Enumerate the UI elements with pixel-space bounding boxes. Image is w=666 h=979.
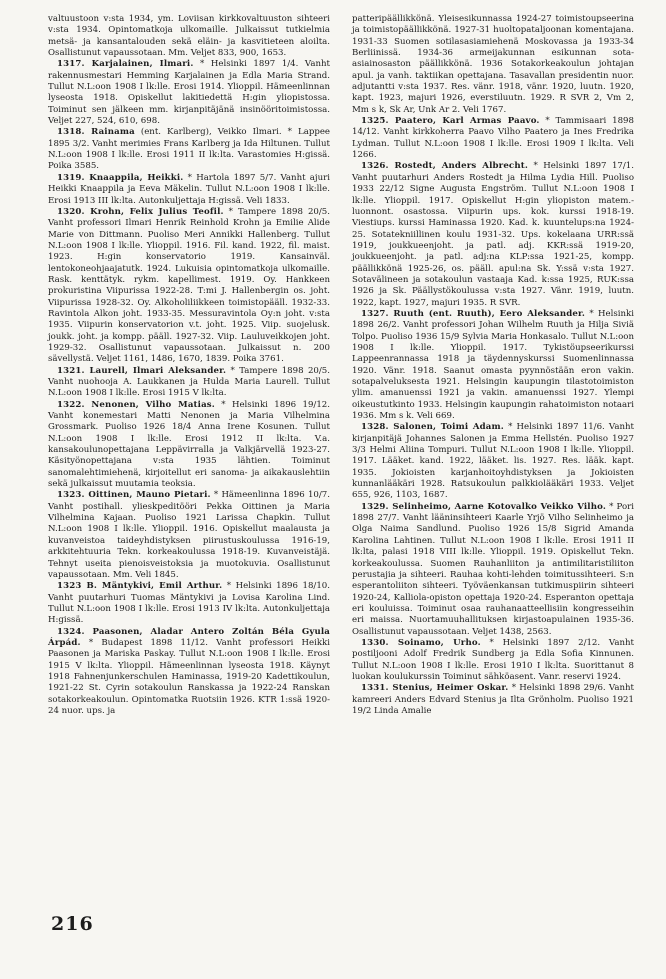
entry-heading: 1331. Stenius, Heimer Oskar. — [361, 683, 509, 694]
entry-heading: 1330. Soinamo, Urho. — [361, 637, 481, 648]
entry-text: * Budapest 1898 11/12. Vanht professori Heikki Paasonen ja Mariska Paskay. Tullut N.L:oon 1908 I lk:lle. Erosi 1915 V lk:lta. Ylioppil. Hämeenlinnan lyseosta 1918. Käynyt 1918 Fahnenjunkerschulen Haminassa, 1919-20 Kadettikoulun, 1921-22 St. Cyrin sotakoulun Ranskassa ja 1922-24 Ranskan sotakorkeakoulun. Opintomatka Ruotsiin 1926. KTR 1:ssä 1920-24 nuor. ups. ja — [48, 637, 330, 716]
entry-heading: 1326. Rostedt, Anders Albrecht. — [361, 161, 528, 172]
continued-paragraph — [48, 14, 330, 59]
biography-entry — [352, 638, 634, 683]
entry-text: * Pori 1898 27/7. Vanht lääninsihteeri Kaarle Yrjö Vilho Selinheimo ja Olga Naima Sandlund. Puoliso 1926 15/8 Sigrid Amanda Karolina Lahtinen. Tullut N.L:oon 1908 I lk:lle. Erosi 1911 II lk:lta, palasi 1918 VIII lk:lle. Ylioppil. 1919. Opiskellut Tekn. korkeakoulussa. Suomen Rauhanliiton ja antimilitaristiliiton perustajia ja sihteeri. Rauhaa kohti-lehden toimitussihteeri. S:n esperantoliiton sihteeri. Työväenkansan tutkimuspiirin sihteeri 1920-24, Kalliola-opiston opettaja 1920-24. Esperanton opettaja eri kouluissa. Toiminut osaa rauhanaatteellisiin kongresseihin eri maissa. Nuortamuuhallituksen kirjastoapulainen 1935-36. Osallistunut vapaussotaan. Veljet 1438, 2563. — [352, 501, 634, 637]
entry-text: * Helsinki 1896 18/10. Vanht puutarhuri Tuomas Mäntykivi ja Lovisa Karolina Lind. Tullut N.L:oon 1908 I lk:lle. Erosi 1913 IV lk:lta. Autonkuljettaja H:gissä. — [48, 581, 330, 626]
biography-entry — [48, 173, 330, 207]
page-number: 216 — [51, 913, 94, 935]
entry-text: patteripäällikkönä. Yleisesikunnassa 1924-27 toimistoupseerina ja toimistopäällikkönä. 1927-31 huoltopataljoonan komentajana. 1931-33 Suomen sotilasasiamiehenä Moskovassa ja 1933-34 Berliinissä. 1934-36 armeijakunnan esikunnan sota-asiainosaston päällikkönä. 1936 Sotakorkeakoulun johtajan apul. ja vanh. taktiikan opettajana. Tasavallan presidentin nuor. adjutantti v:sta 1937. Res. vänr. 1918, vänr. 1920, luutn. 1920, kapt. 1923, majuri 1926, everstiluutn. 1929. R SVR 2, Vm 2, Mm s k, Sk Ar, Unk Ar 2. Veli 1767. — [352, 14, 634, 115]
entry-heading: 1325. Paatero, Karl Armas Paavo. — [361, 116, 540, 127]
entry-text: * Helsinki 1897 17/1. Vanht puutarhuri Anders Rostedt ja Hilma Lydia Hill. Puoliso 1933 22/12 Signe Augusta Engström. Tullut N.L:oon 1908 I lk:lle. Ylioppil. 1917. Opiskellut H:gin yliopiston matem.-luonnont. osastossa. Viipurin ups. kok. kurssi 1918-19. Viestiups. kurssi Haminassa 1920. Kad. k. kuuntelups:na 1924-25. Sotatekniillinen koulu 1931-32. Ups. kokelaana URR:ssä 1919, joukkueenjoht. ja patl. adj. KKR:ssä 1919-20, joukkueenjoht. ja patl. adj:na KLP:ssa 1921-25, kompp. päällikkönä 1925-26, os. pääll. apul:na Sk. Y:ssä v:sta 1927. Sotavälineen ja sotakoulun vastaaja Kad. k:ssa 1925, RUK:ssa 1926 ja Sk. Päällystökoulussa v:sta 1927. Vänr. 1919, luutn. 1922, kapt. 1927, majuri 1935. R SVR. — [352, 161, 634, 308]
entry-text: * Tampere 1898 20/5. Vanht nuohooja A. Laukkanen ja Hulda Maria Laurell. Tullut N.L:oon 1908 I lk:lle. Erosi 1915 V lk:lta. — [48, 365, 330, 399]
biography-entry — [352, 502, 634, 638]
entry-heading: 1320. Krohn, Felix Julius Teofil. — [57, 206, 224, 217]
entry-text: * Tammisaari 1898 14/12. Vanht kirkkoherra Paavo Vilho Paatero ja Ines Fredrika Lydman. Tullut N.L:oon 1908 I lk:lle. Erosi 1909 I lk:lta. Veli 1266. — [352, 116, 634, 161]
biography-entry — [352, 116, 634, 161]
biography-entry — [352, 161, 634, 308]
biography-entry — [48, 627, 330, 718]
entry-text: (ent. Karlberg), Veikko Ilmari. * Lappee 1895 3/2. Vanht merimies Frans Karlberg ja Ida Hiltunen. Tullut N.L:oon 1908 I lk:lle. Erosi 1911 II lk:lta. Varastomies H:gissä. Poika 3585. — [48, 127, 330, 172]
entry-heading: 1323 B. Mäntykivi, Emil Arthur. — [57, 581, 223, 592]
biography-entry — [48, 127, 330, 172]
entry-text: * Helsinki 1896 19/12. Vanht konemestari Matti Nenonen ja Maria Vilhelmina Grossmark. Puoliso 1926 18/4 Anna Irene Kosunen. Tullut N.L:oon 1908 I lk:lle. Erosi 1912 II lk:lta. V.a. kansakoulunopettajana Leppävirralla ja Valkjärvellä 1923-27. Käsityönopettajana v:sta 1935 lähtien. Toiminut sanomalehtimiehenä, kirjoitellut eri sanoma- ja aikakauslehtiin sekä julkaissut muutamia teoksia. — [48, 399, 330, 490]
entry-heading: 1319. Knaappila, Heikki. — [57, 172, 184, 183]
entry-heading: 1322. Nenonen, Vilho Matias. — [57, 399, 215, 410]
right-column — [352, 14, 634, 717]
entry-text: * Hartola 1897 5/7. Vanht ajuri Heikki Knaappila ja Eeva Mäkelin. Tullut N.L:oon 1908 I lk:lle. Erosi 1913 III lk:lta. Autonkuljettaja H:gissä. Veli 1833. — [48, 172, 330, 206]
entry-heading: 1317. Karjalainen, Ilmari. — [57, 59, 194, 70]
entry-heading: 1329. Selinheimo, Aarne Kotovalko Veikko Vilho. — [361, 501, 606, 512]
entry-heading: 1318. Rainama — [57, 127, 135, 138]
entry-text: * Helsinki 1897 11/6. Vanht kirjanpitäjä Johannes Salonen ja Emma Hellstén. Puoliso 1927 3/3 Helmi Aliina Tompuri. Tullut N.L:oon 1908 I lk:lle. Ylioppil. 1917. Lääket. kand. 1922, lääket. lis. 1927. Res. lääk. kapt. 1935. Jokioisten karjanhoitoyhdistyksen ja Jokioisten kunnanlääkäri 1928. Ratsukoulun palkkiolääkäri 1933. Veljet 655, 926, 1103, 1687. — [352, 422, 634, 501]
biography-entry — [48, 581, 330, 626]
entry-heading: 1321. Laurell, Ilmari Aleksander. — [57, 365, 227, 376]
entry-heading: 1324. Paasonen, Aladar Antero Zoltán Béla Gyula Árpád. — [48, 626, 330, 648]
entry-text: * Helsinki 1897 1/4. Vanht rakennusmestari Hemming Karjalainen ja Edla Maria Strand. Tullut N.L:oon 1908 I lk:lle. Erosi 1914. Ylioppil. Hämeenlinnan lyseosta 1918. Opiskellut lakitiedettä H:gin yliopistossa. Toiminut sen jälkeen mm. kirjanpitäjänä insinööritoimistossa. Veljet 227, 524, 610, 698. — [48, 59, 330, 127]
entry-text: * Helsinki 1898 26/2. Vanht professori Johan Wilhelm Ruuth ja Hilja Siviä Tolpo. Puoliso 1936 15/9 Sylvia Maria Honkasalo. Tullut N.L:oon 1908 I lk:lle. Ylioppil. 1917. Tykistöupseerikurssi Lappeenrannassa 1918 ja täydennyskurssi Suomenlinnassa 1920. Vänr. 1918. Saanut omasta pyynnöstään eron vakin. sotapalveluksesta 1921. Helsingin kaupungin tilastotoimiston ylim. amanuenssi 1921 ja vakin. amanuenssi 1927. Ylempi oikeustutkinto 1933. Helsingin kaupungin rahatoimiston notaari 1936. Mm s k. Veli 669. — [352, 308, 634, 422]
entry-text: * Hämeenlinna 1896 10/7. Vanht postihall. ylieskpeditööri Pekka Oittinen ja Maria Vilhelmina Kajaan. Puoliso 1921 Larissa Chapkin. Tullut N.L:oon 1908 I lk:lle. Ylioppil. 1916. Opiskellut maalausta ja kuvanveistoa taideyhdistyksen piirustuskoulussa 1916-19, arkkitehtuuria Tekn. korkeakoulussa 1918-19. Kuvanveistäjä. Tehnyt useita pienoisveistoksia ja muotokuvia. Osallistunut vapaussotaan. Mm. Veli 1845. — [48, 490, 330, 580]
entry-text: * Helsinki 1897 2/12. Vanht postiljooni Adolf Fredrik Sundberg ja Edla Sofia Kinnunen. Tullut N.L:oon 1908 I lk:lle. Erosi 1910 I lk:lta. Suorittanut 8 luokan koulukurssin Toiminut sähköasent. Vanr. reservi 1924. — [352, 637, 634, 682]
entry-text: * Helsinki 1898 29/6. Vanht kamreeri Anders Edvard Stenius ja Ilta Grönholm. Puoliso 1921 19/2 Linda Amalie — [352, 683, 634, 716]
biography-entry — [352, 422, 634, 501]
entry-heading: 1323. Oittinen, Mauno Pietari. — [57, 490, 211, 501]
biography-entry — [48, 366, 330, 400]
entry-heading: 1327. Ruuth (ent. Ruuth), Eero Aleksander. — [361, 308, 586, 319]
entry-text: * Tampere 1898 20/5. Vanht professori Ilmari Henrik Reinhold Krohn ja Emilie Alide Marie von Dittmann. Puoliso Meri Annikki Hallenberg. Tullut N.L:oon 1908 I lk:lle. Ylioppil. 1916. Fil. kand. 1922, fil. maist. 1923. H:gin konservatorio 1919. Kansainväl. lentokoneohjaajatutk. 1924. Lukuisia opintomatkoja ulkomaille. Rask. kenttätyk. rykm. kapellimest. 1919. Oy. Hankkeen prokuristina Viipurissa 1922-28. T:mi J. Hallenbergin os. joht. Viipurissa 1928-32. Oy. Alkoholiliikkeen toimistopääll. 1932-33. Ravintola Alkon joht. 1933-35. Messuravintola Oy:n joht. v:sta 1935. Viipurin konservatorion v.t. joht. 1925. Viip. suojelusk. joukk. joht. ja kompp. pääll. 1927-32. Viip. Lauluveikkojen joht. 1929-32. Osallistunut vapaussotaan. Julkaissut n. 200 sävellystä. Veljet 1161, 1486, 1670, 1839. Poika 3761. — [48, 206, 330, 365]
continued-paragraph — [352, 14, 634, 116]
left-column — [48, 14, 330, 717]
entry-heading: 1328. Salonen, Toimi Adam. — [361, 422, 504, 433]
biography-entry — [48, 400, 330, 491]
biography-entry — [48, 490, 330, 581]
biography-entry — [352, 309, 634, 422]
biography-entry — [48, 59, 330, 127]
entry-text: valtuustoon v:sta 1934, ym. Loviisan kirkkovaltuuston sihteeri v:sta 1934. Opintomatkoja ulkomaille. Julkaissut tutkielmia metsä- ja kansantalouden sekä eläin- ja kasvitieteen aloilta. Osallistunut vapaussotaan. Mm. Veljet 833, 900, 1653. — [48, 14, 330, 59]
biography-entry — [352, 683, 634, 717]
biography-entry — [48, 207, 330, 366]
